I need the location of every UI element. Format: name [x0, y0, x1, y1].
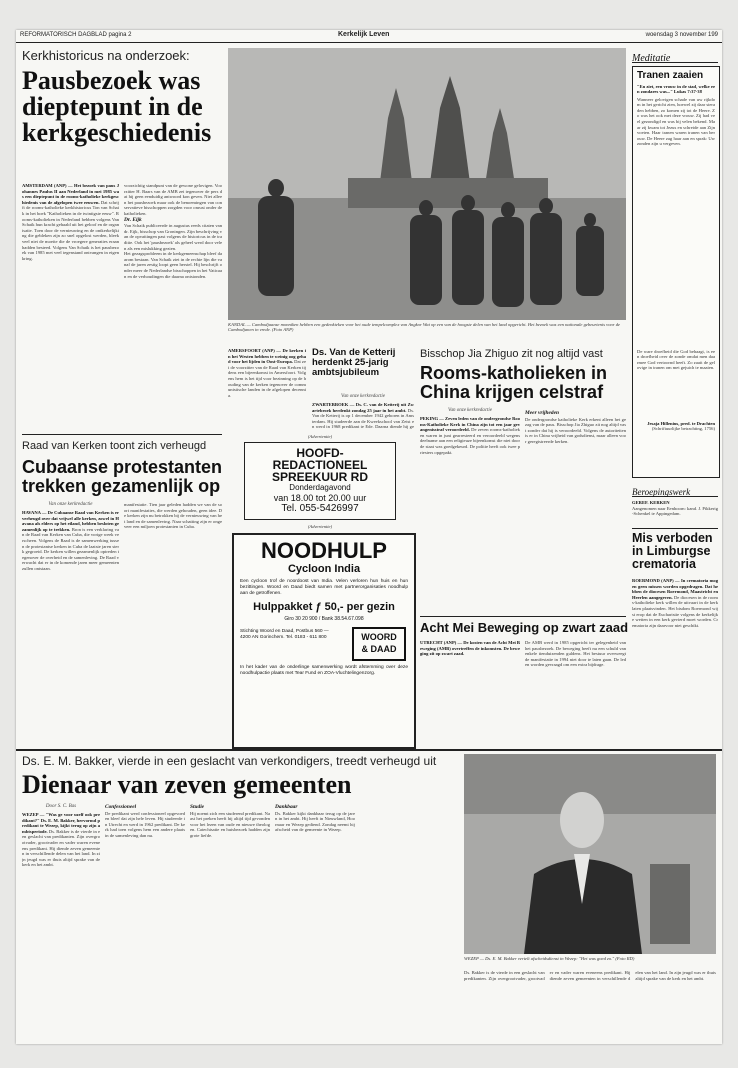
cuba-body-col2: [124, 502, 222, 758]
kettering-lead: ZWARTEBROEK — Ds. C. van de Ketterij uit Zwartebroek herdenkt zondag 25 jaar in het ambt.: [312, 402, 414, 413]
cuba-kicker: Raad van Kerken toont zich verheugd: [22, 440, 207, 452]
china-byline: Van onze kerkredactie: [448, 408, 492, 413]
hoofd-ad-line4: Donderdagavond: [289, 483, 351, 492]
kettering-headline: Ds. Van de Ketterij herdenkt 25-jarig ambtsjubileum: [312, 347, 396, 378]
bakker-subhead1: Confessioneel: [105, 804, 137, 810]
china-subhead: Meer vrijheden: [525, 410, 559, 416]
cuba-body: Bron is een verklaring van de Raad van Kerken van Cuba, die vorige week verscheen. Volgens de Raad is de samenwerking tussen de protestantse kerken in Cuba de laatste jaren sterk gegroeid. De kerken willen gezamenlijk optreden tegenover de overheid en de samenleving. De Raad verwacht dat er in de komende jaren meer gemeenten zullen ontstaan.: [22, 526, 119, 571]
hoofd-ad-label: (Advertentie): [307, 434, 333, 439]
china-body2: De ondergrondse katholieke Kerk erkent alleen het gezag van de paus. Bisschop Jia Zhiguo zit nog altijd vast zonder dat hij is veroordeeld. Volgens de autoriteiten is er in China vrijheid van godsdienst, maar alleen voor geregistreerde kerken.: [525, 416, 626, 444]
cuba-lead: HAVANA — De Cubaanse Raad van Kerken is er verheugd over dat vrijwel alle kerken, zowel in Havana als elders op het eiland, hebben besloten gezamenlijk op te trekken.: [22, 510, 119, 532]
header-left: REFORMATORISCH DAGBLAD pagina 2: [20, 32, 132, 38]
amb-body-col1: [420, 640, 520, 744]
bakker-col3: [190, 804, 270, 1034]
noodhulp-subtitle: Cycloon India: [287, 563, 361, 575]
noodhulp-account: Giro 30 20 900 / Bank 38.54.67.098: [284, 616, 364, 623]
kettering-byline: Van onze kerkredactie: [341, 394, 385, 399]
bakker-body2: De predikant werd confessioneel opgevoed en bleef dat zijn hele leven. Hij studeerde in Utrecht en werd in 1962 predikant. De kerk had toen volgens hem een andere plaats in de samenleving dan nu.: [105, 810, 185, 838]
bakker-col1: [22, 812, 100, 1034]
cuba-headline: Cubaanse protestanten trekken gezamenlijk op: [22, 457, 223, 496]
meditatie-author2: (Schriftuurlijke betrachting, 1756): [651, 426, 715, 432]
hoofd-ad-line5: van 18.00 tot 20.00 uur: [273, 493, 367, 503]
beroepingswerk-body: Aangenomen naar Eenhoorn: kand. J. Pikkerig-Schenkel te Appingedam.: [632, 505, 718, 517]
bakker-subhead2: Studie: [190, 804, 205, 810]
photo-angkor-caption: KANDAL — Cambodjaanse monniken hebben een gedenkteken voor het oude tempelcomplex van Angkor Wat op een van de hoogste delen van het land opgericht. Het bezoek was een nationale gebeurtenis voor de Cambodjanen in vrede. (Foto ANP): [228, 322, 621, 333]
bakker-body4: Ds. Bakker kijkt dankbaar terug op de jaren in het ambt. Hij heeft in Nieuwland, Hoornaar en Wezep gediend. Zondag neemt hij afscheid van de gemeente in Wezep.: [275, 810, 355, 833]
noodhulp-footer: In het kader van de onderlinge samenwerking wordt afstemming over deze noodhulpactie plaats met Tear Fund en ZOA-Vluchtelingenzorg.: [240, 665, 408, 677]
bottom-section-rule: [16, 749, 722, 751]
crematoria-lead: ROERMOND (ANP) — In crematoria mogen geen missen worden opgedragen. Dat hebben de diocesen Roermond, Maastricht en Heerlen aangegeven.: [632, 578, 718, 600]
kettering-body-text: Ds. Van de Ketterij is op 1 december 1942 geboren in Amsterdam. Hij studeerde aan de Kweekschool van Zeist en werd in 1968 predikant te Ede. Daarna diende hij ge: [312, 407, 414, 430]
noodhulp-address: Stichting Woord en Daad, Postbus 560 — 4200 AN Gorinchem. Tel. 0183 - 611 800: [240, 629, 329, 641]
main-lead: AMSTERDAM (ANP) — Het bezoek van paus Johannes Paulus II aan Nederland in mei 1985 was een dieptepunt in de rooms-katholieke kerkgeschiedenis van de afgelopen twee eeuwen.: [22, 183, 119, 205]
amb-headline: Acht Mei Beweging op zwart zaad: [420, 620, 629, 635]
photo-angkor-monks: [228, 48, 626, 320]
bakker-col5: [464, 970, 716, 1034]
running-header: [16, 30, 722, 42]
amb-lead: UTRECHT (ANP) — De kosten van de Acht Mei Beweging (AMB) overtreffen de inkomsten. De beweging zit op zwart zaad.: [420, 640, 520, 657]
china-lead: PEKING — Zeven leden van de ondergrondse Rooms-Katholieke Kerk in China zijn tot een jaar gevangenisstraf veroordeeld.: [420, 416, 520, 433]
amersfoort-lead: AMERSFOORT (ANP) — De kerken in het Westen hebben te weinig oog gehad voor het lijden in Oost-Europa.: [228, 348, 306, 365]
meditatie-label-bar: [632, 48, 718, 63]
amb-rule: [420, 616, 626, 617]
meditatie-title: Tranen zaaien: [637, 70, 704, 81]
meditatie-quote: "En ziet, een vrouw in de stad, welke een zondares was..." Lukas 7:37-38: [637, 83, 715, 95]
china-kicker: Bisschop Jia Zhiguo zit nog altijd vast: [420, 348, 603, 360]
photo-bakker-illustration: [464, 754, 716, 954]
bakker-body: Ds. Bakker is de vierde in een geslacht van predikanten. Zijn overgrootvader, grootvader en vader waren eveneens predikant. Hij diende zeven gemeenten in verschillende delen van het land. In zijn jeugd was er thuis altijd sprake van de kerk en het ambt.: [22, 828, 100, 868]
noodhulp-ad: [232, 533, 416, 749]
noodhulp-ad-label: (Advertentie): [307, 524, 333, 529]
main-body-col2: [124, 183, 222, 430]
hoofd-ad-line2: REDACTIONEEL: [272, 458, 368, 472]
noodhulp-title: NOODHULP: [261, 538, 387, 563]
noodhulp-address-row: [234, 627, 414, 659]
beroepingswerk-subhead: GEREF. KERKEN: [632, 500, 670, 505]
bakker-lead: WEZEP — "Was ge voor uzelf ook predikant?" Ds. E. M. Bakker, hervormd predikant te Wezep, kijkt terug op zijn ambtsperiode.: [22, 812, 100, 834]
bakker-headline: Dienaar van zeven gemeenten: [22, 770, 352, 799]
crematoria-body: De diocesen in de rooms-katholieke kerk willen de uitvaart in de kerk laten plaatsvinden. Het bisdom Roermond wijst erop dat de Eucharistie volgens de kerkelijke wetten in een kerk gevierd moet worden. Crematoria zijn daarvoor niet geschikt.: [632, 594, 718, 628]
hoofd-ad-line3: SPREEKUUR RD: [271, 470, 368, 484]
bakker-byline: Door S. C. Bas: [45, 804, 77, 809]
noodhulp-body: Een cycloon trof de noordoost van India. Velen verloren hun huis en hun bezittingen. Woord en Daad biedt samen met partnerorganisaties noodhulp aan de getroffenen.: [240, 579, 408, 596]
cuba-byline: Van onze kerkredactie: [48, 502, 93, 507]
photo-angkor-illustration: [228, 48, 626, 320]
china-body-col1: [420, 416, 520, 612]
beroepingswerk-body-block: [632, 500, 718, 526]
cuba-rule: [22, 434, 222, 435]
hoofd-ad-line6: Tel. 055-5426997: [281, 503, 359, 514]
amersfoort-article: [228, 348, 306, 430]
header-rule: [16, 42, 722, 43]
china-body-col2: [525, 410, 626, 612]
china-headline: Rooms-katholieken in China krijgen celstraf: [420, 363, 608, 402]
meditatie-body: Wanneer gelovigen schade van uw rijkdom in het gericht zien, hoewel zij daar sieraden hebben, zo komen zij tot de Heere. Zo was het ook met deze vrouw. Zij had veel gezondigd en was bij velen bekend. Maar zij kwam tot Jezus en schreide aan Zijn voeten. Haar tranen waren tranen van berouw. De Heere zag haar aan en sprak: Uw zonden zijn u vergeven.: [637, 96, 715, 147]
header-center: Kerkelijk Leven: [338, 31, 390, 38]
main-body3: Van Schaik publiceerde in augustus reeds citaten van dr. Eijk, bisschop van Groningen. Zijn beschrijving van de opvattingen past volgens de historicus in de traditie. Ook het 'pausbezoek' als geheel werd door velen als een mislukking gezien.: [124, 223, 222, 251]
main-body-col1: [22, 183, 119, 430]
main-kicker: Kerkhistoricus na onderzoek:: [22, 48, 190, 63]
crematoria-rule: [632, 528, 718, 529]
kettering-body: [312, 402, 414, 430]
noodhulp-amount: Hulppakket ƒ 50,- per gezin: [253, 601, 395, 614]
meditatie-label: Meditatie: [632, 53, 671, 64]
hoofd-ad: [244, 442, 396, 520]
woord-en-daad-logo: [352, 627, 406, 661]
bakker-col2: [105, 804, 185, 1034]
meditatie-author: Jesaja Hillenius, pred. te Drachten: [647, 420, 715, 426]
logo-line2: & DAAD: [361, 644, 397, 655]
main-subhead: Dr. Eijk: [124, 216, 142, 223]
bakker-kicker: Ds. E. M. Bakker, vierde in een geslacht van verkondigers, treedt verheugd uit: [22, 754, 437, 768]
beroepingswerk-label-bar: [632, 482, 718, 497]
main-body4: Het gezagsprobleem in de kerkgemeenschap bleef daarom bestaan. Van Schaik ziet in de rechte lijn die vanaf de jaren zestig loopt geen herstel. Hij beschrijft onder meer de Nederlandse bisschoppen in het Vaticaan en de verhoudingen die daarna ontstonden.: [124, 251, 222, 279]
main-body2: voorzichtig standpunt van de gewone gelovigen. Voorzitter H. Baars van de AMB zei tegenover de pers dat hij geen eenduidig antwoord kon geven. Niet alleen het pausbezoek maar ook de benoemingen van conservatieve bisschoppen zorgden voor onrust onder de katholieken.: [124, 183, 222, 216]
bakker-body3: Hij noemt zich een studerend predikant. Naast het preken heeft hij altijd tijd gevonden voor het lezen van oude en nieuwe theologen. Catechisatie en huisbezoek hadden zijn grote liefde.: [190, 810, 270, 838]
bakker-subhead3: Dankbaar: [275, 804, 298, 810]
crematoria-headline: Mis verboden in Limburgse crematoria: [632, 531, 713, 572]
header-right: woensdag 3 november 199: [645, 32, 718, 38]
cuba-body2: manifestatie. Tien jaar geleden hadden we van de soort manifestaties, die werden gehouden, geen idee. De kerken zijn nu betrokken bij de vernieuwing van het land en de samenleving. Naar schatting zijn er ongeveer een miljoen protestanten in Cuba.: [124, 502, 222, 530]
bakker-col4: [275, 804, 355, 1034]
amb-body-col2: [525, 640, 626, 744]
beroepingswerk-label: Beroepingswerk: [632, 487, 691, 497]
main-body: Dat schrijft de rooms-katholieke kerkhistoricus Ton van Schaik in het boek "Katholieken in de twintigste eeuw". Rooms-katholieken in Nederland hebben volgens Van Schaik hun kracht gehaald uit het geloof en de organisatie. Toen door de vernieuwing en de ontkerkelijking die gebleken zijn zo snel opgelost werden, bleek veel niet de moeite die de vroegere generaties eraan hadden besteed. Volgens Van Schaik is het pausbezoek van 1985 met veel tegenstand ontvangen in eigen kring.: [22, 199, 119, 261]
logo-line1: WOORD: [361, 632, 397, 643]
photo-bakker-portrait: [464, 754, 716, 954]
meditatie-box: [632, 66, 720, 478]
meditatie-body2: De ware droefheid die God behaagt, is een droefheid over de zonde omdat men daarmee God vertoornd heeft. Zo zaait de gelovige in tranen om met gejuich te maaien.: [637, 348, 715, 371]
photo-bakker-caption: WEZEP — Ds. E. M. Bakker vertelt afscheidsdienst in Wezep: "Het was goed zo." (Foto RD): [464, 956, 635, 961]
main-headline: Pausbezoek was dieptepunt in de kerkgeschiedenis: [22, 66, 212, 147]
cuba-body-col1: [22, 510, 119, 758]
hoofd-ad-line1: HOOFD-: [296, 446, 344, 460]
amb-body: De AMB werd in 1985 opgericht ter gelegenheid van het pausbezoek. De beweging heeft nu een schuld van enkele tienduizenden guldens. Het bestuur overweegt de manifestatie in 1994 niet door te laten gaan. De leden worden gevraagd om een extra bijdrage.: [525, 640, 626, 668]
amersfoort-body: Dat zei de voorzitter van de Raad van Kerken tijdens een bijeenkomst in Amersfoort. Volgens hem is het tijd voor bezinning op de houding van de kerken tegenover de communistische landen in de afgelopen decennia.: [228, 359, 306, 398]
crematoria-body-block: [632, 578, 718, 744]
bakker-body-continued: Ds. Bakker is de vierde in een geslacht van predikanten. Zijn overgrootvader, grootvader en vader waren eveneens predikant. Hij diende zeven gemeenten in verschillende delen van het land. In zijn jeugd was er thuis altijd sprake van de kerk en het ambt.: [464, 970, 716, 981]
china-body: De zeven rooms-katholieken waren in juni gearresteerd en veroordeeld wegens deelname aan een religieuze bijeenkomst die niet door de staat was goedgekeurd. De politie heeft ook twee priesters opgepakt.: [420, 427, 520, 455]
newspaper-page: [16, 30, 722, 1044]
